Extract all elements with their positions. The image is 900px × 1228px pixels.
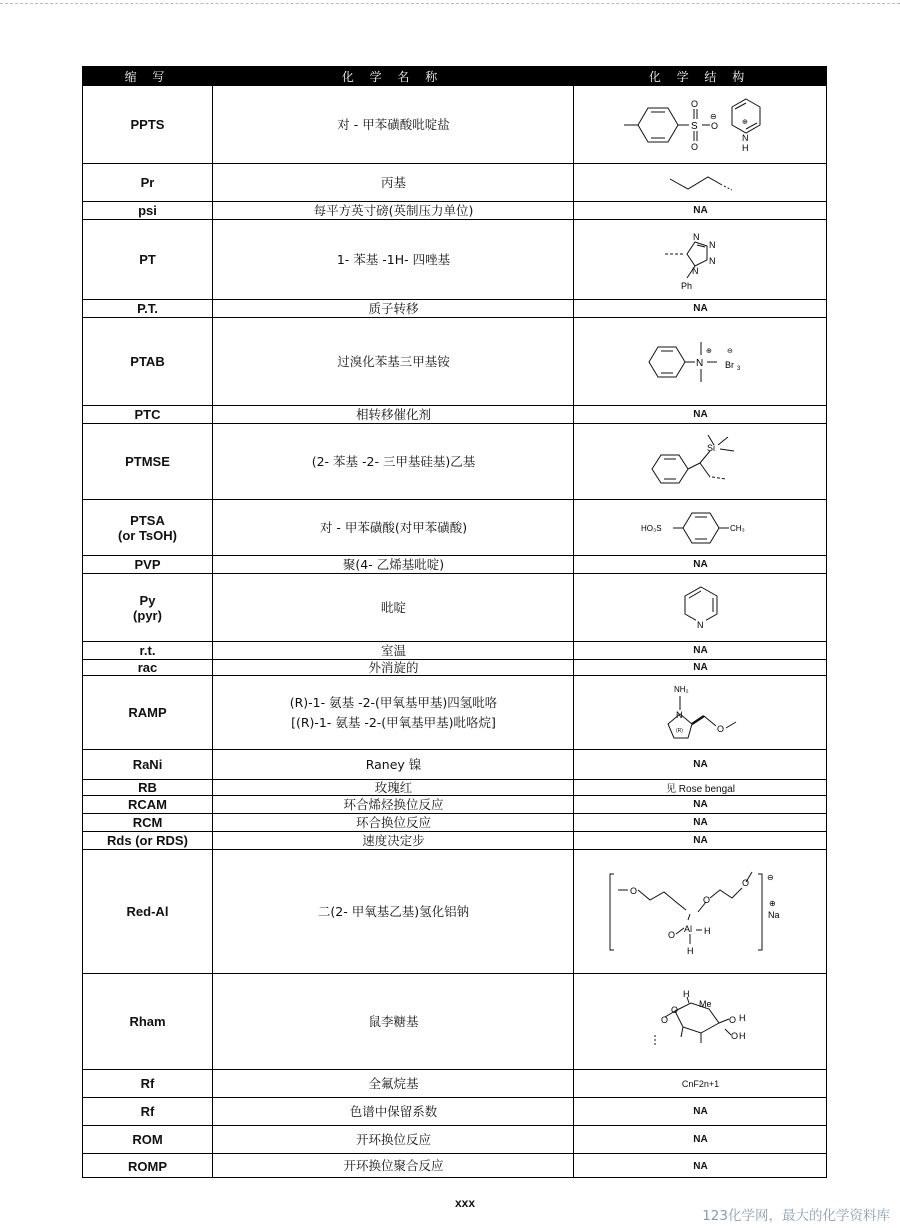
ppts-o-minus: ⊖ [709,111,717,121]
name-text [343,555,444,575]
name-cell [212,300,574,317]
structure-cell [573,850,827,973]
na-label: NA [693,205,708,216]
abbr-label: Pr [140,175,155,190]
abbr-label-alt: (or TsOH) [118,527,177,543]
chemical-name: 相转移催化剂 [355,406,431,422]
table-row [83,813,826,831]
abbr-label: P.T. [137,301,158,316]
abbr-label: Rf [140,1104,155,1119]
structure-cell [573,500,827,555]
ppts-n-label: N [741,132,748,143]
chemical-name: 1- 苯基 -1H- 四唑基 [336,251,451,267]
name-text [368,1012,418,1032]
ptsa-right-label: CH₃ [729,523,745,533]
ptab-br-sub: 3 [736,365,740,372]
table-row [83,573,826,641]
abbr-text [139,252,156,267]
redal-o3: O [741,877,749,888]
abbr-cell [83,780,212,795]
abbr-cell [83,814,212,831]
abbr-label: Rf [140,1076,155,1091]
abbr-label: Py [139,592,156,608]
structure-cell [573,750,827,779]
table-row [83,499,826,555]
pt-n2: N [708,239,715,250]
abbr-text [133,593,162,623]
redal-minus: ⊖ [766,872,774,882]
name-text [343,1156,443,1176]
ptab-br-label: Br [724,359,734,370]
table-row [83,831,826,849]
ppts-s-label: S [690,120,698,132]
structure-cell [573,424,827,499]
structure-cell [573,86,827,163]
structure-note: 见 Rose bengal [666,784,735,795]
abbr-label: PTAB [130,354,165,369]
abbr-text [141,1104,155,1119]
na-label: NA [693,1134,708,1145]
name-cell [212,1070,574,1097]
name-cell [212,574,574,641]
na-label: NA [693,835,708,846]
table-row [83,423,826,499]
table-row [83,219,826,299]
header-structure: 化 学 结 构 [648,70,751,84]
table-row [83,749,826,779]
redal-al-label: Al [683,923,692,934]
ppts-h-label: H [741,142,748,153]
redal-structure [606,868,796,956]
abbr-text [130,354,164,369]
name-cell [212,556,574,573]
ptab-n-label: N [695,357,703,369]
rham-o1: O [660,1014,668,1025]
ptab-plus: ⊕ [705,347,712,355]
structure-cell [573,556,827,573]
redal-o1: O [629,885,637,896]
chemical-name: 色谱中保留系数 [349,1103,438,1119]
table-row [83,85,826,163]
abbr-text [134,557,160,572]
abbr-cell [83,318,212,405]
ppts-o-bottom: O [690,141,698,152]
rham-structure [641,989,761,1055]
na-label: NA [693,759,708,770]
name-cell [212,832,574,849]
abbr-text [127,904,169,919]
name-cell [212,796,574,813]
ramp-o-label: O [716,723,724,734]
table-row [83,317,826,405]
abbr-label: PTMSE [125,454,170,469]
name-cell [212,1154,574,1178]
structure-cell [573,164,827,201]
name-cell [212,974,574,1069]
abbr-cell [83,1126,212,1153]
abbr-cell [83,500,212,555]
name-cell [212,780,574,795]
abbr-label: RB [138,780,157,795]
name-cell [212,424,574,499]
abbr-cell [83,202,212,219]
name-text [381,598,406,618]
abbr-text [107,833,188,848]
name-text [318,902,469,922]
name-cell [212,202,574,219]
abbr-cell [83,1070,212,1097]
abbreviation-table [82,66,827,1178]
structure-cell [573,300,827,317]
name-text [290,693,498,733]
rham-o3: O [728,1014,736,1025]
table-row [83,795,826,813]
abbr-label: RAMP [128,705,167,720]
chemical-name: 外消旋的 [368,659,419,675]
propyl-structure [666,171,736,195]
structure-cell [573,814,827,831]
abbr-cell [83,832,212,849]
pyridine-n-label: N [696,619,703,630]
ramp-n-label: N [675,709,682,720]
abbr-text [128,705,166,720]
abbr-cell [83,164,212,201]
name-cell [212,406,574,423]
chemical-name: 质子转移 [368,300,419,316]
name-cell [212,318,574,405]
abbr-label: rac [137,660,158,675]
structure-cell [573,780,827,795]
abbr-label: ROM [132,1132,163,1147]
abbr-cell [83,796,212,813]
na-label: NA [693,1160,708,1172]
name-cell [212,642,574,659]
structure-cell [573,1098,827,1125]
chemical-name-alt: [(R)-1- 氨基 -2-(甲氧基甲基)吡咯烷] [291,714,496,730]
rham-h1: H [682,988,689,999]
na-label: NA [693,303,708,314]
rham-o2: O [670,1004,678,1015]
header-name: 化 学 名 称 [341,70,444,84]
redal-h1: H [703,925,710,936]
abbr-label: PTSA [130,512,165,528]
abbr-text [138,203,157,218]
na-label: NA [693,1106,708,1117]
abbr-text [131,117,165,132]
abbr-label: Rds (or RDS) [107,833,188,848]
top-border-line [0,3,900,4]
ptab-minus: ⊖ [726,347,733,355]
ptmse-si-label: Si [706,442,715,453]
name-cell [212,850,574,973]
rham-me-label: Me [698,998,712,1009]
name-text [337,115,449,135]
ptab-structure [641,337,761,387]
na-label: NA [693,799,708,810]
chemical-name: 聚(4- 乙烯基吡啶) [342,556,445,572]
ramp-r-label: (R) [675,727,683,734]
redal-h2: H [686,945,693,956]
abbr-cell [83,676,212,749]
abbr-text [128,797,167,812]
chemical-name: 对 - 甲苯磺酸(对甲苯磺酸) [319,519,468,535]
chemical-name: 鼠李糖基 [368,1013,419,1029]
abbr-text [129,1014,165,1029]
abbr-label: Rham [129,1014,166,1029]
abbr-cell [83,974,212,1069]
abbr-label: psi [138,203,157,218]
abbr-cell [83,1098,212,1125]
abbr-label: PTC [134,407,161,422]
abbr-text [135,407,161,422]
structure-cell [573,406,827,423]
rham-h3: H [738,1030,745,1041]
na-label: NA [693,817,708,828]
ptsa-left-label: HO₃S [640,523,662,533]
na-label: NA [693,662,708,673]
abbr-label: PT [139,252,156,267]
table-row [83,1153,826,1178]
chemical-name: (R)-1- 氨基 -2-(甲氧基甲基)四氢吡咯 [289,694,498,710]
abbr-label: r.t. [139,643,156,658]
abbr-cell [83,574,212,641]
abbr-cell [83,406,212,423]
structure-cell [573,642,827,659]
chemical-name: 开环换位聚合反应 [343,1158,444,1173]
ptsa-structure [641,506,761,550]
structure-cell [573,318,827,405]
chemical-name: 室温 [380,642,406,658]
abbr-text [137,301,158,316]
pt-ph-label: Ph [680,280,692,291]
chemical-name: 过溴化苯基三甲基铵 [337,353,450,369]
abbr-label: RCM [132,815,163,830]
name-text [356,813,431,833]
redal-o2: O [702,894,710,905]
abbr-text [138,780,157,795]
name-cell [212,814,574,831]
name-cell [212,164,574,201]
chemical-name: 玫瑰红 [374,779,413,795]
structure-cell [573,832,827,849]
ppts-o-right: O [710,120,718,131]
table-row [83,201,826,219]
chemical-name: 丙基 [380,174,406,190]
name-text [314,201,474,221]
name-text [343,795,443,815]
table-row [83,779,826,795]
rham-h2: H [738,1012,745,1023]
abbr-label: PVP [134,557,161,572]
abbr-text [138,660,158,675]
name-cell [212,500,574,555]
table-header [83,67,826,85]
name-text [356,405,431,425]
abbr-text [140,643,156,658]
abbr-cell [83,850,212,973]
name-text [368,1074,418,1094]
abbr-cell [83,220,212,299]
chemical-name: 开环换位反应 [355,1131,431,1147]
abbr-cell [83,1154,212,1178]
chemical-name: 二(2- 甲氧基乙基)氢化铝钠 [317,903,470,919]
abbr-label-alt: (pyr) [133,607,162,623]
structure-cell [573,660,827,675]
name-cell [212,660,574,675]
name-text [368,299,418,319]
abbr-label: RCAM [128,797,167,812]
table-row [83,641,826,659]
abbr-text [141,1076,155,1091]
na-label: NA [693,409,708,420]
pyridine-structure [676,583,726,633]
ramp-structure [646,680,756,746]
chemical-name: 全氟烷基 [368,1075,419,1091]
chemical-name: 速度决定步 [362,832,425,848]
abbr-cell [83,660,212,675]
name-text [350,1102,438,1122]
name-cell [212,1126,574,1153]
structure-cell [573,574,827,641]
name-cell [212,1098,574,1125]
abbr-text [132,1132,162,1147]
abbr-label: PPTS [130,117,165,132]
abbr-cell [83,86,212,163]
table-row [83,1125,826,1153]
page-number: xxx [455,1196,476,1210]
chemical-name: Raney 镍 [365,756,422,772]
abbr-cell [83,556,212,573]
table-row [83,659,826,675]
table-row [83,405,826,423]
abbr-text [133,757,163,772]
redal-plus: ⊕ [768,898,776,908]
pt-n1: N [692,231,699,242]
watermark-text: 123化学网，最大的化学资料库 [702,1208,890,1224]
table-row [83,299,826,317]
cnf-formula: CnF2n+1 [681,1078,720,1089]
abbr-cell [83,424,212,499]
tetrazole-structure [661,228,741,292]
ppts-n-plus: ⊕ [741,118,748,126]
name-cell [212,676,574,749]
name-text [362,831,425,851]
ppts-o-top: O [690,98,698,109]
pt-n4: N [691,265,698,276]
name-text [381,173,406,193]
na-label: NA [693,559,708,570]
table-row [83,973,826,1069]
name-text [320,518,467,538]
structure-cell [573,796,827,813]
structure-cell [573,1154,827,1178]
header-abbr: 缩 写 [124,70,171,84]
chemical-name: (2- 苯基 -2- 三甲基硅基)乙基 [311,453,476,469]
name-text [366,755,422,775]
ptmse-structure [646,433,756,491]
ramp-nh2-label: NH₂ [673,684,689,694]
chemical-name: 吡啶 [380,599,406,615]
structure-cell [573,202,827,219]
abbr-cell [83,300,212,317]
ppts-structure [616,95,786,155]
name-text [312,452,476,472]
redal-na-label: Na [767,909,780,920]
structure-cell [573,974,827,1069]
chemical-name: 对 - 甲苯磺酸吡啶盐 [337,116,450,132]
structure-cell [573,1070,827,1097]
abbr-text [118,513,177,543]
structure-cell [573,220,827,299]
name-text [337,352,450,372]
abbr-cell [83,642,212,659]
table-row [83,555,826,573]
abbr-text [141,175,155,190]
abbr-text [128,1159,167,1174]
table-row [83,163,826,201]
chemical-name: 环合换位反应 [355,814,431,830]
abbr-cell [83,750,212,779]
name-text [337,250,450,270]
chemical-name: 每平方英寸磅(英制压力单位) [313,202,474,218]
rham-o4: O [730,1030,738,1041]
name-cell [212,86,574,163]
structure-cell [573,1126,827,1153]
name-text [356,1130,431,1150]
table-row [83,1097,826,1125]
structure-cell [573,676,827,749]
abbr-text [125,454,170,469]
abbr-text [133,815,163,830]
name-cell [212,750,574,779]
pt-n3: N [708,255,715,266]
redal-o4: O [667,929,675,940]
abbr-label: RaNi [132,757,163,772]
table-row [83,1069,826,1097]
chemical-name: 环合烯烃换位反应 [343,796,444,812]
table-row [83,849,826,973]
abbr-label: Red-Al [126,904,169,919]
abbr-label: ROMP [128,1158,167,1174]
na-label: NA [693,645,708,656]
name-cell [212,220,574,299]
table-row [83,675,826,749]
